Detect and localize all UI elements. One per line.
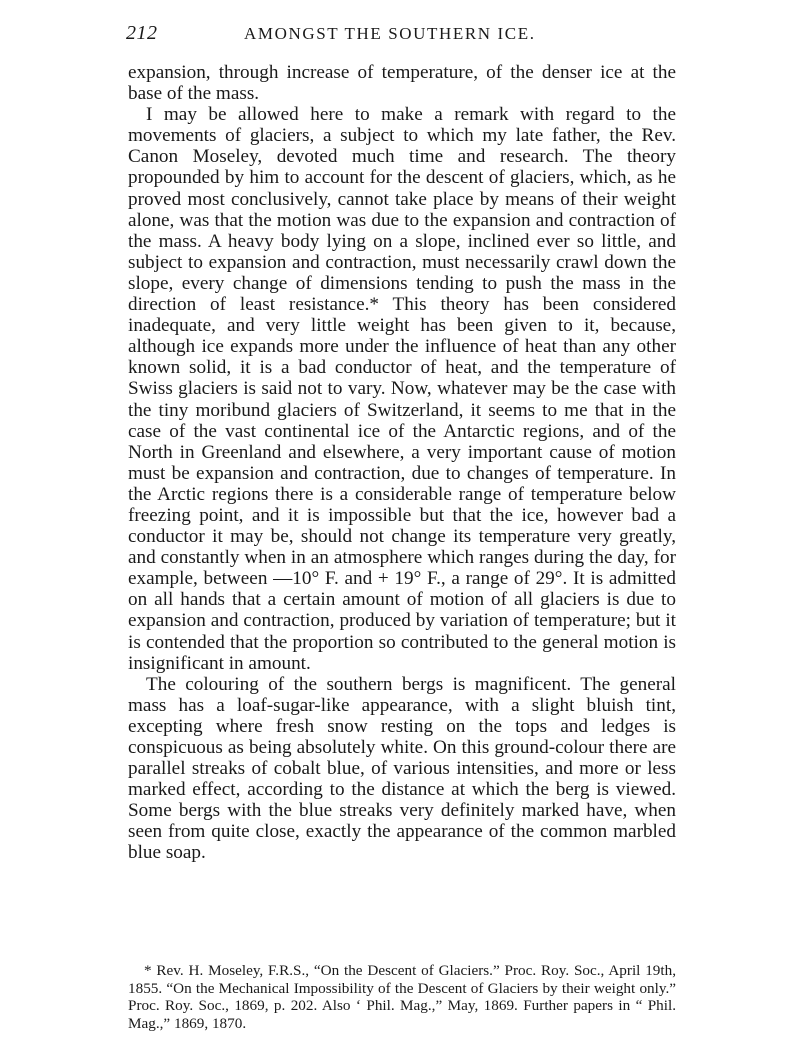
running-head: [126, 22, 686, 52]
footnote: * Rev. H. Moseley, F.R.S., “On the Descent of Glaciers.” Proc. Roy. Soc., April 19th, 1855. “On the Mechanical Impossibility of the Descent of Glaciers by their weight only.” Proc. Roy. Soc., 1869, p. 202. Also ‘ Phil. Mag.,” May, 1869. Further papers in “ Phil. Mag.,” 1869, 1870.: [128, 962, 676, 1032]
body-text: [128, 62, 676, 864]
paragraph-berg-colouring: The colouring of the southern bergs is magnificent. The general mass has a loaf-sugar-like appearance, with a slight bluish tint, excepting where fresh snow resting on the tops and ledges is conspicuous as being absolutely white. On this ground-colour there are parallel streaks of cobalt blue, of various intensities, and more or less marked effect, according to the distance at which the berg is viewed. Some bergs with the blue streaks very definitely marked have, when seen from quite close, exactly the appearance of the common marbled blue soap.: [128, 673, 676, 864]
paragraph-continuation: expansion, through increase of temperature, of the denser ice at the base of the mass.: [128, 62, 676, 105]
paragraph-glacier-motion: I may be allowed here to make a remark with regard to the movements of glaciers, a subject to which my late father, the Rev. Canon Moseley, devoted much time and research. The theory propounded by him to account for the descent of glaciers, which, as he proved most conclusively, cannot take place by means of their weight alone, was that the motion was due to the expansion and contraction of the mass. A heavy body lying on a slope, inclined ever so little, and subject to expansion and contraction, must necessarily crawl down the slope, every change of dimensions tending to push the mass in the direction of least resistance.* This theory has been considered inadequate, and very little weight has been given to it, because, although ice expands more under the influence of heat than any other known solid, it is a bad conductor of heat, and the temperature of Swiss glaciers is said not to vary. Now, whatever may be the case with the tiny moribund glaciers of Switzerland, it seems to me that in the case of the vast continental ice of the Antarctic regions, and of the North in Greenland and elsewhere, a very important cause of motion must be expansion and contraction, due to changes of temperature. In the Arctic regions there is a considerable range of temperature below freezing point, and it is impossible but that the ice, however bad a conductor it may be, should not change its temperature very greatly, and constantly when in an atmosphere which ranges during the day, for example, between —10° F. and + 19° F., a range of 29°. It is admitted on all hands that a certain amount of motion of all glaciers is due to expansion and contraction, produced by variation of temperature; but it is contended that the proportion so contributed to the general motion is insignificant in amount.: [128, 104, 676, 674]
running-title: AMONGST THE SOUTHERN ICE.: [244, 24, 536, 43]
page-number: 212: [126, 22, 158, 44]
